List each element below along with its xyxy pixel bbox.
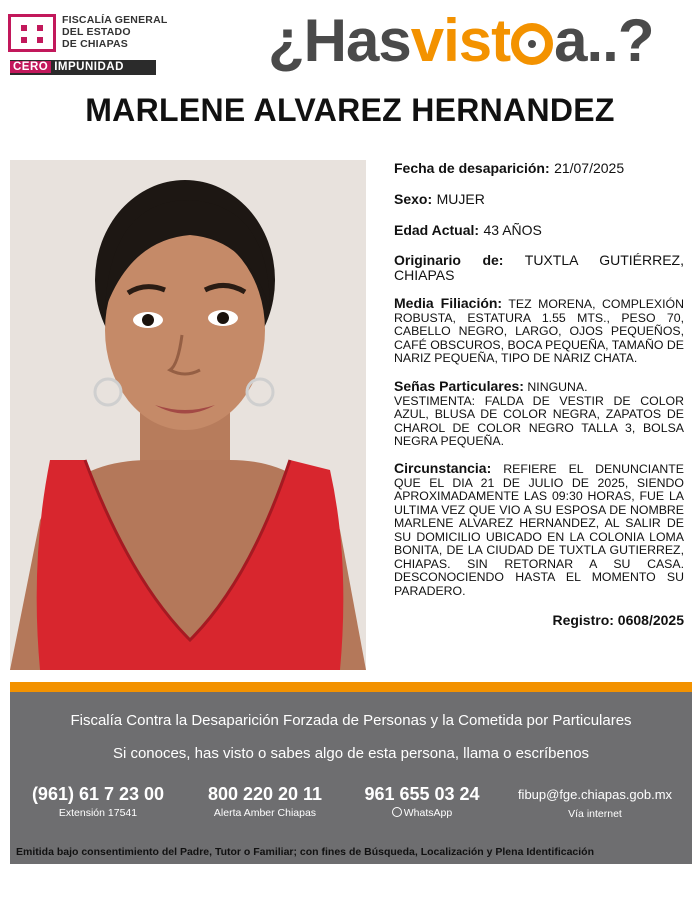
has-visto-title: ¿Hasvist a..?	[268, 7, 654, 74]
cero-impunidad-bar	[10, 60, 156, 75]
contact-email: fibup@fge.chiapas.gob.mx Vía internet	[517, 787, 673, 820]
contact-amber: 800 220 20 11 Alerta Amber Chiapas	[207, 784, 323, 819]
fiscalia-emblem-icon	[8, 14, 56, 52]
person-name: MARLENE ALVAREZ HERNANDEZ	[85, 92, 615, 128]
whatsapp-icon	[392, 807, 402, 817]
contact-whatsapp: 961 655 03 24 WhatsApp	[364, 784, 480, 819]
edad-actual: Edad Actual: 43 AÑOS	[394, 222, 542, 238]
fecha-desaparicion: Fecha de desaparición: 21/07/2025	[394, 160, 625, 176]
vestimenta: VESTIMENTA: FALDA DE VESTIR DE COLOR AZUL, BLUSA DE COLOR NEGRA, ZAPATOS DE CHAROL DE COLOR NEGRO TALLA 3, BOLSA NEGRA PEQUEÑA.	[394, 393, 684, 448]
agency-name: FISCALÍA GENERAL DEL ESTADO DE CHIAPAS	[62, 14, 168, 50]
impunidad-text: IMPUNIDAD	[54, 61, 124, 73]
person-photo-illustration	[10, 160, 366, 670]
person-photo	[10, 160, 366, 670]
media-filiacion: Media Filiación: TEZ MORENA, COMPLEXIÓN ROBUSTA, ESTATURA 1.55 MTS., PESO 70, CABELLO NEGRO, LARGO, OJOS PEQUEÑOS, CAFÉ OBSCUROS, BOCA PEQUEÑA, TAMAÑO DE NARIZ PEQUEÑA, TIPO DE NARIZ CHATA.	[394, 295, 684, 365]
eye-icon	[511, 23, 553, 65]
sexo: Sexo: MUJER	[394, 191, 485, 207]
senas-particulares: Señas Particulares: NINGUNA. VESTIMENTA: FALDA DE VESTIR DE COLOR AZUL, BLUSA DE COLOR NEGRA, ZAPATOS DE CHAROL DE COLOR NEGRO TALLA 3, BOLSA NEGRA PEQUEÑA.	[394, 378, 684, 448]
call-to-action: Si conoces, has visto o sabes algo de esta persona, llama o escríbenos	[112, 745, 590, 762]
orange-divider	[10, 682, 692, 692]
fiscalia-unit: Fiscalía Contra la Desaparición Forzada de Personas y la Cometida por Particulares	[70, 712, 632, 729]
originario: Originario de: TUXTLA GUTIÉRREZ, CHIAPAS	[394, 252, 684, 283]
registro: Registro: 0608/2025	[552, 612, 684, 628]
fiscalia-logo	[8, 10, 168, 80]
circunstancia: Circunstancia: REFIERE EL DENUNCIANTE QUE EL DIA 21 DE JULIO DE 2025, SIENDO APROXIMADAMENTE LAS 09:30 HORAS, FUE LA ULTIMA VEZ QUE VIO A SU ESPOSA DE NOMBRE MARLENE ALVAREZ HERNANDEZ, AL SALIR DE SU DOMICILIO UBICADO EN LA COLONIA LOMA BONITA, DE LA CIUDAD DE TUXTLA GUTIERREZ, CHIAPAS. SIN RETORNAR A SU CASA. DESCONOCIENDO HASTA EL MOMENTO SU PARADERO.	[394, 460, 684, 598]
contact-phone: (961) 61 7 23 00 Extensión 17541	[31, 784, 165, 819]
cero-text: CERO	[10, 61, 51, 73]
disclaimer: Emitida bajo consentimiento del Padre, Tutor o Familiar; con fines de Búsqueda, Localización y Plena Identificación	[16, 846, 594, 858]
